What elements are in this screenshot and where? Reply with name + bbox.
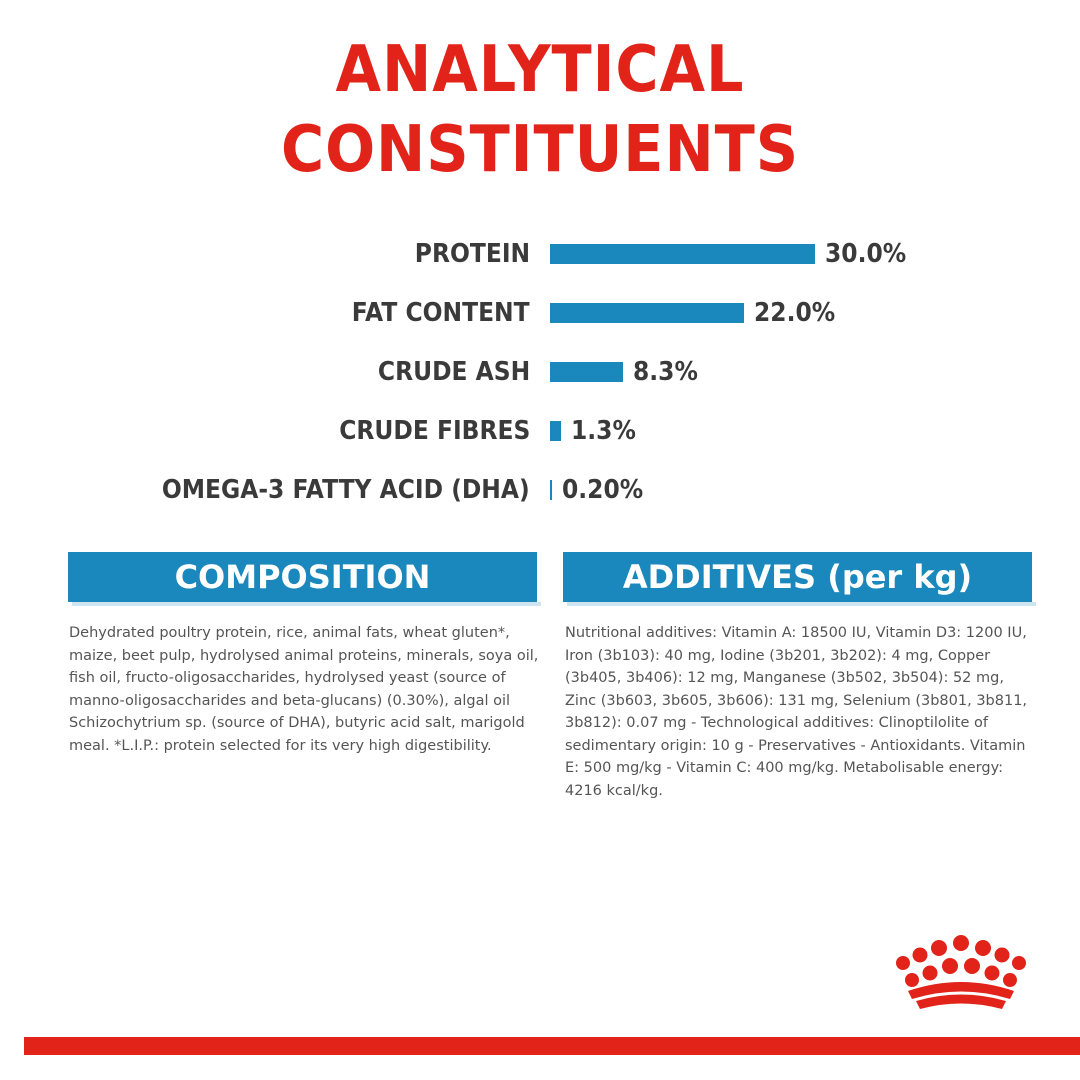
composition-header (68, 552, 537, 602)
title-line-1: ANALYTICAL (335, 33, 745, 107)
additives-heading: ADDITIVES (per kg) (622, 558, 973, 596)
footer-red-line (24, 1037, 1080, 1055)
bar-value-label: 30.0% (825, 239, 907, 269)
bar-value-label: 0.20% (562, 475, 644, 505)
title-line-2: CONSTITUENTS (280, 113, 800, 187)
bar-value-label: 22.0% (754, 298, 836, 328)
composition-text: Dehydrated poultry protein, rice, animal fats, wheat gluten*, maize, beet pulp, hydrolysed animal proteins, minerals, soya oil, fish oil, fructo-oligosaccharides, hydrolysed yeast (source of manno-oligosaccharides and beta-glucans) (0.30%), algal oil Schizochytrium sp. (source of DHA), butyric acid salt, marigold meal. *L.I.P.: protein selected for its very high digestibility. (69, 625, 539, 754)
composition-heading: COMPOSITION (174, 558, 431, 596)
bar (550, 480, 552, 500)
bar (550, 244, 815, 264)
bar-label: PROTEIN (414, 239, 530, 269)
additives-header (563, 552, 1032, 602)
bar (550, 303, 744, 323)
bar-label: CRUDE FIBRES (338, 416, 530, 446)
bar (550, 421, 561, 441)
bar-value-label: 8.3% (633, 357, 699, 387)
bar-label: OMEGA-3 FATTY ACID (DHA) (162, 475, 530, 505)
bar-label: CRUDE ASH (377, 357, 530, 387)
additives-text: Nutritional additives: Vitamin A: 18500 IU, Vitamin D3: 1200 IU, Iron (3b103): 40 mg, Iodine (3b201, 3b202): 4 mg, Copper (3b405, 3b406): 12 mg, Manganese (3b502, 3b504): 52 mg, Zinc (3b603, 3b605, 3b606): 131 mg, Selenium (3b801, 3b811, 3b812): 0.07 mg - Technological additives: Clinoptilolite of sedimentary origin: 10 g - Preservatives - Antioxidants. Vitamin E: 500 mg/kg - Vitamin C: 400 mg/kg. Metabolisable energy: 4216 kcal/kg. (565, 625, 1028, 799)
bar-value-label: 1.3% (571, 416, 637, 446)
bar (550, 362, 623, 382)
bar-label: FAT CONTENT (352, 298, 530, 328)
royal-canin-crown-icon (890, 933, 1032, 1013)
